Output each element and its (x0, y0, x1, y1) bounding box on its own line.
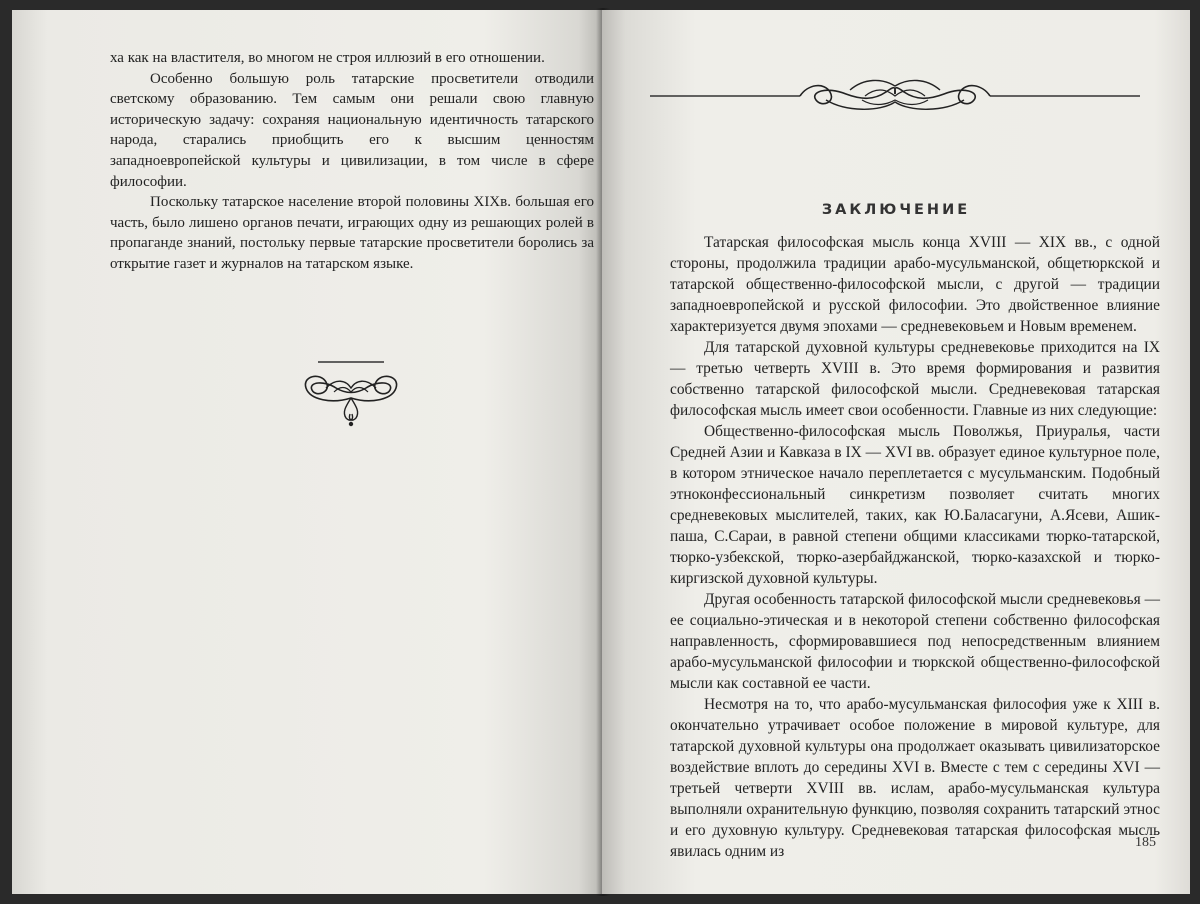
right-page-text (670, 232, 1160, 862)
right-paragraph-3: Общественно-философская мысль Поволжья, Приуралья, части Средней Азии и Кавказа в IX — XVI вв. образует единое культурное поле, в котором этническое начало переплетается с мусульманским. Подобный этноконфессиональный синкретизм позволяет считать многих средневековых мыслителей, таких, как Ю.Баласагуни, А.Ясеви, Ашик-паша, С.Сараи, в равной степени общими классиками тюрко-татарской, тюрко-узбекской, тюрко-азербайджанской, тюрко-казахской и тюрко-киргизской духовной культуры. (670, 423, 1160, 587)
left-paragraph-3: Поскольку татарское население второй половины XIXв. большая его часть, было лишено органов печати, играющих одну из решающих ролей в пропаганде знаний, постольку первые татарские просветители боролись за открытие газет и журналов на татарском языке. (110, 194, 594, 272)
right-paragraph-1: Татарская философская мысль конца XVIII — XIX вв., с одной стороны, продолжила традиции арабо-мусульманской, общетюркской и татарской общественно-философской мысли, с другой — традиции западноевропейской и русской философии. Это двойственное влияние характеризуется двумя эпохами — средневековьем и Новым временем. (670, 234, 1160, 335)
right-paragraph-5: Несмотря на то, что арабо-мусульманская философия уже к XIII в. окончательно утрачивает особое положение в мировой культуре, для татарской духовной культуры она продолжает оказывать цивилизаторское воздействие вплоть до середины XVI в. Вместе с тем с середины XVI — третьей четверти XVIII вв. ислам, арабо-мусульманская культура выполняли охранительную функцию, позволяя сохранить татарский этнос и его духовную культуру. Средневековая татарская философская мысль явилась одним из (670, 696, 1160, 860)
header-ornament (650, 70, 1140, 122)
left-paragraph-1: ха как на властителя, во многом не строя иллюзий в его отношении. (110, 50, 545, 66)
page-number: 185 (1135, 835, 1156, 850)
left-page (12, 10, 602, 894)
chapter-title: ЗАКЛЮЧЕНИЕ (821, 202, 971, 218)
right-page (602, 10, 1190, 894)
end-ornament (296, 358, 406, 436)
right-paragraph-4: Другая особенность татарской философской мысли средневековья — ее социально-этическая и в некоторой степени собственно философская направленность, сформировавшиеся под непосредственным влиянием арабо-мусульманской философии и тюркской общественно-философской мысли как составной ее части. (670, 591, 1160, 692)
left-page-text (110, 48, 594, 275)
right-paragraph-2: Для татарской духовной культуры средневековье приходится на IX — третью четверть XVIII в. Это время формирования и развития собственно татарской философской мысли. Средневековая татарская философская мысль имеет свои особенности. Главные из них следующие: (670, 339, 1160, 419)
left-paragraph-2: Особенно большую роль татарские просветители отводили светскому образованию. Тем самым они решали свою главную историческую задачу: сохраняя национальную идентичность татарского народа, старались приобщить его к высшим ценностям западноевропейской культуры и цивилизации, в том числе в сфере философии. (110, 70, 594, 190)
